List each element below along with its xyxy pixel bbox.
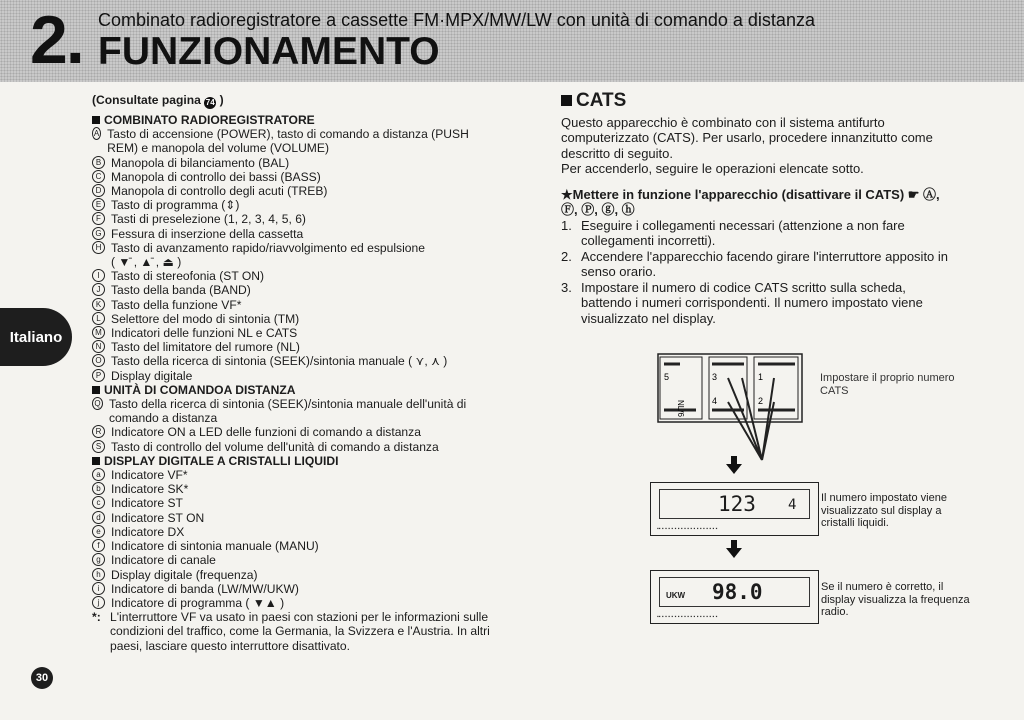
list-item [92,212,490,226]
section1-list [92,127,490,383]
preset-button-2-label: 2 [758,396,764,406]
section2-list [92,397,490,454]
cats-intro-2: Per accenderlo, seguire le operazioni elencate sotto. [561,161,864,176]
section3-title: DISPLAY DIGITALE A CRISTALLI LIQUIDI [104,453,339,468]
list-item-text: Tasto di controllo del volume dell'unità di comando a distanza [111,439,439,454]
lcd-indicator-strip: ▪▪ ▪ ▪ ▪ ▪ ▪ ▪ ▪ ▪ ▪ ▪ ▪ ▪ ▪ ▪ ▪ ▪ ▪ ▪ [657,614,718,620]
step-item [561,218,956,249]
list-item [92,298,490,312]
list-item-text: Tasto della banda (BAND) [111,283,251,298]
page-number: 30 [31,667,53,689]
lcd-indicator-strip: ▪▪ ▪ ▪ ▪ ▪ ▪ ▪ ▪ ▪ ▪ ▪ ▪ ▪ ▪ ▪ ▪ ▪ ▪ ▪ [657,526,718,532]
list-item-text: Indicatore VF* [111,468,188,483]
marker-icon: I [92,269,105,282]
list-item [92,568,490,582]
list-item-text: Display digitale [111,368,193,383]
marker-icon: O [92,354,105,367]
list-item [92,170,490,184]
step-text: Eseguire i collegamenti necessari (attenzione a non fare collegamenti incorretti). [581,217,905,248]
lcd-band-label: UKW [666,591,686,600]
list-item-text: ( ▼̄ , ▲̄ , ⏏ ) [111,255,182,270]
preset-button-1-label: 1 [758,372,764,382]
list-item [92,468,490,482]
cats-steps [561,218,956,327]
lcd-display-frequency [650,570,819,624]
marker-icon: j [92,596,105,609]
list-item-text: Indicatore ON a LED delle funzioni di comando a distanza [111,425,421,440]
step-item [561,249,956,280]
marker-icon: L [92,312,105,325]
list-item [92,496,490,510]
list-item [92,425,490,439]
cats-subheading: ★Mettere in funzione l'apparecchio (disattivare il CATS) ☛ Ⓐ, Ⓕ, Ⓟ, ⓖ, ⓗ [561,186,940,217]
preset-button-5-label: 5 [664,372,670,382]
lcd-screen [659,489,810,519]
language-tab: Italiano [0,308,72,366]
list-item-text: Tasto di avanzamento rapido/riavvolgimento ed espulsione [111,240,425,255]
lcd-display-code [650,482,819,536]
step-number: 1. [561,217,572,233]
list-item [92,354,490,368]
list-item [92,255,490,269]
list-item-text: Manopola di controllo dei bassi (BASS) [111,169,321,184]
marker-icon: J [92,283,105,296]
list-item-text: Indicatore di sintonia manuale (MANU) [111,539,319,554]
down-arrow-icon [731,456,737,464]
list-item [92,596,490,610]
marker-icon: b [92,482,105,495]
step-item [561,280,956,327]
down-arrow-icon [731,540,737,548]
list-item [92,283,490,297]
list-item-text: Indicatori delle funzioni NL e CATS [111,326,298,341]
consult-close: ) [219,93,224,107]
section-number: 2. [30,2,83,78]
marker-icon: P [92,369,105,382]
list-item-text: Tasto di accensione (POWER), tasto di comando a distanza (PUSH REM) e manopola del volume (VOLUME) [107,127,469,156]
marker-icon: S [92,440,105,453]
list-item-text: Display digitale (frequenza) [111,567,258,582]
marker-icon: G [92,227,105,240]
consult-text: (Consultate pagina [92,93,201,107]
marker-icon: N [92,340,105,353]
down-arrow-icon [726,548,742,558]
list-item [92,241,490,255]
marker-icon: g [92,553,105,566]
list-item [92,440,490,454]
list-item-text: Tasti di preselezione (1, 2, 3, 4, 5, 6) [111,212,306,227]
list-item-text: Indicatore DX [111,524,185,539]
list-item-text: Tasto della ricerca di sintonia (SEEK)/sintonia manuale ( ⋎, ⋏ ) [111,354,448,369]
diagram-caption-3: Se il numero è corretto, il display visualizza la frequenza radio. [821,581,970,618]
list-item [92,326,490,340]
list-item-text: Indicatore di programma ( ▼▲ ) [111,595,285,610]
consult-line [92,93,490,109]
square-bullet-icon [561,95,572,106]
page-ref-badge: 74 [205,98,215,107]
preset-button-3-label: 3 [712,372,718,382]
marker-icon: a [92,468,105,481]
list-item [92,511,490,525]
section2-title: UNITÀ DI COMANDOA DISTANZA [104,382,296,397]
list-item-text: Indicatore di canale [111,553,216,568]
marker-icon: d [92,511,105,524]
section2-heading [92,383,490,397]
list-item [92,539,490,553]
list-item [92,482,490,496]
right-column [561,90,956,326]
list-item [92,269,490,283]
lcd-frequency: 98.0 [712,580,763,604]
marker-icon: C [92,170,105,183]
footnote-text: L'interruttore VF va usato in paesi con stazioni per le informazioni sulle condizioni del traffico, come la Germania, la Svizzera e l'Austria. In altri paesi, lasciare questo interruttore disattivato. [110,610,490,653]
list-item-text: Manopola di controllo degli acuti (TREB) [111,184,328,199]
section1-heading [92,113,490,127]
list-item [92,397,490,425]
marker-icon: Q [92,397,103,410]
list-item-text: Manopola di bilanciamento (BAL) [111,155,290,170]
list-item [92,198,490,212]
list-item [92,553,490,567]
list-item [92,340,490,354]
section-subtitle: Combinato radioregistratore a cassette FM·MPX/MW/LW con unità di comando a distanza [98,10,815,30]
list-item-text: Tasto della funzione VF* [111,297,242,312]
footnote [92,610,490,653]
list-item-text: Selettore del modo di sintonia (TM) [111,311,300,326]
lcd-screen [659,577,810,607]
section3-list [92,468,490,610]
marker-icon: H [92,241,105,254]
diagram-caption-1: Impostare il proprio numero CATS [820,372,955,397]
cats-title: CATS [576,90,627,111]
list-item [92,227,490,241]
list-item-text: Indicatore di banda (LW/MW/UKW) [111,581,299,596]
lcd-code-digits: 123 [718,492,756,516]
list-item-text: Tasto di programma (⇕) [111,198,240,213]
preset-button-4-label: 4 [712,396,718,406]
marker-icon: F [92,212,105,225]
marker-icon: K [92,298,105,311]
step-text: Impostare il numero di codice CATS scritto sulla scheda, battendo i numeri corrispondenti. Il numero impostato viene visualizzato nel display. [581,279,923,326]
marker-icon: f [92,539,105,552]
down-arrow-icon [726,464,742,474]
list-item-text: Tasto del limitatore del rumore (NL) [111,340,300,355]
list-item [92,525,490,539]
marker-icon: B [92,156,105,169]
marker-icon: h [92,568,105,581]
step-number: 2. [561,248,572,264]
list-item-text: Indicatore SK* [111,482,189,497]
footnote-mark: *: [92,610,101,625]
list-item [92,184,490,198]
marker-icon: e [92,525,105,538]
step-number: 3. [561,279,572,295]
list-item-text: Tasto di stereofonia (ST ON) [111,269,265,284]
marker-icon: M [92,326,105,339]
cats-diagram [650,352,980,642]
marker-icon: i [92,582,105,595]
square-bullet-icon [92,116,100,124]
marker-icon: A [93,129,100,139]
list-item-text: Fessura di inserzione della cassetta [111,226,304,241]
list-item [92,582,490,596]
section-title: FUNZIONAMENTO [98,30,440,73]
section1-title: COMBINATO RADIOREGISTRATORE [104,113,315,127]
square-bullet-icon [92,457,100,465]
marker-icon: E [92,198,105,211]
diagram-caption-2: Il numero impostato viene visualizzato sul display a cristalli liquidi. [821,492,947,529]
marker-icon: c [92,496,105,509]
nl-button-label: NL/6 [676,400,685,417]
list-item-text: Tasto della ricerca di sintonia (SEEK)/sintonia manuale dell'unità di comando a distanza [108,397,467,426]
page-header [0,0,1024,82]
square-bullet-icon [92,386,100,394]
marker-icon: D [92,184,105,197]
lcd-channel-digit: 4 [788,497,797,513]
list-item [92,127,490,155]
preset-buttons-illustration [650,352,810,462]
list-item-text: Indicatore ST [111,496,183,511]
list-item [92,312,490,326]
list-item [92,156,490,170]
list-item [92,369,490,383]
left-column [92,93,490,653]
cats-intro: Questo apparecchio è combinato con il sistema antifurto computerizzato (CATS). Per usarlo, procedere innanzitutto come descritto di seguito. [561,114,933,161]
cats-heading [561,90,956,111]
marker-icon: R [92,425,105,438]
step-text: Accendere l'apparecchio facendo girare l'interruttore apposito in senso orario. [581,248,949,279]
section3-heading [92,454,490,468]
list-item-text: Indicatore ST ON [111,510,205,525]
